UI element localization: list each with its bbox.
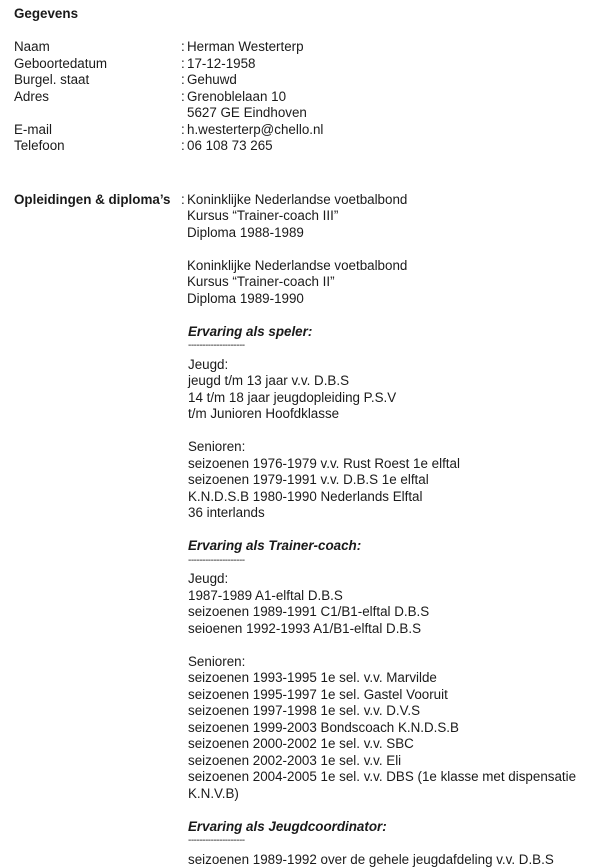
colon-separator: : <box>181 39 187 56</box>
experience-trainer <box>181 538 594 819</box>
experience-line: seizoenen 1999-2003 Bondscoach K.N.D.S.B <box>188 720 594 737</box>
player-senior <box>188 439 594 522</box>
experience-line: Jeugd: <box>188 357 594 374</box>
colon-separator: : <box>181 89 187 106</box>
detail-value: Gehuwd <box>187 72 237 87</box>
experience-line: seizoenen 2000-2002 1e sel. v.v. SBC <box>188 736 594 753</box>
detail-value-row <box>181 39 594 56</box>
experience-line: seizoenen 2002-2003 1e sel. v.v. Eli <box>188 753 594 770</box>
detail-label: Adres <box>14 89 181 106</box>
detail-value: Grenoblelaan 10 <box>187 89 286 104</box>
detail-label: E-mail <box>14 122 181 139</box>
diploma-line <box>181 291 594 308</box>
spacer <box>188 637 594 654</box>
spacer <box>14 171 594 188</box>
experience-line: Jeugd: <box>188 571 594 588</box>
trainer-youth <box>188 571 594 637</box>
separator: -------------------- <box>188 835 594 852</box>
detail-value: Herman Westerterp <box>187 39 304 54</box>
colon-separator: : <box>181 122 187 139</box>
separator: -------------------- <box>188 555 594 572</box>
diploma-line <box>181 225 594 242</box>
diploma-text: Kursus “Trainer-coach II” <box>187 274 335 289</box>
diploma-list <box>181 192 594 324</box>
experience-line: seizoenen 1993-1995 1e sel. v.v. Marvilde <box>188 670 594 687</box>
experience-coordinator-title: Ervaring als Jeugdcoordinator: <box>188 819 594 836</box>
spacer <box>188 522 594 539</box>
education-label: Opleidingen & diploma’s <box>14 192 181 868</box>
experience-line: jeugd t/m 13 jaar v.v. D.B.S <box>188 373 594 390</box>
diploma-line <box>181 208 594 225</box>
experience-coordinator <box>181 819 594 868</box>
experience-line: t/m Junioren Hoofdklasse <box>188 406 594 423</box>
detail-label: Telefoon <box>14 138 181 155</box>
detail-value: 5627 GE Eindhoven <box>187 105 307 120</box>
experience-line: 1987-1989 A1-elftal D.B.S <box>188 588 594 605</box>
detail-value-row <box>181 72 594 89</box>
cv-page <box>14 6 594 868</box>
spacer <box>14 155 594 172</box>
separator: -------------------- <box>188 340 594 357</box>
detail-label <box>14 105 181 122</box>
experience-line: Senioren: <box>188 439 594 456</box>
spacer <box>188 802 594 819</box>
spacer <box>188 423 594 440</box>
education-content <box>181 192 594 868</box>
diploma-line <box>181 258 594 275</box>
detail-value-row <box>181 122 594 139</box>
spacer <box>181 307 594 324</box>
experience-line: seizoenen 1989-1992 over de gehele jeugdafdeling v.v. D.B.S <box>188 852 594 868</box>
experience-line: seizoenen 1995-1997 1e sel. Gastel Vooruit <box>188 687 594 704</box>
experience-trainer-title: Ervaring als Trainer-coach: <box>188 538 594 555</box>
experience-line: seizoenen 2004-2005 1e sel. v.v. DBS (1e klasse met dispensatie K.N.V.B) <box>188 769 588 802</box>
experience-player <box>181 324 594 539</box>
detail-value-row <box>181 105 594 122</box>
experience-line: seizoenen 1997-1998 1e sel. v.v. D.V.S <box>188 703 594 720</box>
education-section <box>14 192 594 868</box>
personal-details <box>14 39 594 155</box>
colon-separator: : <box>181 72 187 89</box>
detail-value: h.westerterp@chello.nl <box>187 122 323 137</box>
diploma-text: Diploma 1988-1989 <box>187 225 304 240</box>
trainer-senior <box>188 654 594 803</box>
detail-label: Burgel. staat <box>14 72 181 89</box>
diploma-line <box>181 274 594 291</box>
diploma-line <box>181 192 594 209</box>
experience-line: 14 t/m 18 jaar jeugdopleiding P.S.V <box>188 390 594 407</box>
detail-label: Geboortedatum <box>14 56 181 73</box>
spacer <box>181 241 594 258</box>
detail-value: 06 108 73 265 <box>187 138 273 153</box>
experience-line: seizoenen 1979-1991 v.v. D.B.S 1e elftal <box>188 472 594 489</box>
diploma-text: Koninklijke Nederlandse voetbalbond <box>187 258 407 273</box>
experience-line: 36 interlands <box>188 505 594 522</box>
experience-line: seizoenen 1989-1991 C1/B1-elftal D.B.S <box>188 604 594 621</box>
coordinator-lines <box>188 852 594 868</box>
experience-line: seioenen 1992-1993 A1/B1-elftal D.B.S <box>188 621 594 638</box>
player-youth <box>188 357 594 423</box>
experience-player-title: Ervaring als speler: <box>188 324 594 341</box>
experience-line: K.N.D.S.B 1980-1990 Nederlands Elftal <box>188 489 594 506</box>
colon-separator: : <box>181 138 187 155</box>
detail-value: 17-12-1958 <box>187 56 256 71</box>
section-heading: Gegevens <box>14 6 594 23</box>
diploma-text: Diploma 1989-1990 <box>187 291 304 306</box>
spacer <box>14 23 594 40</box>
colon-separator: : <box>181 192 187 209</box>
detail-value-row <box>181 89 594 106</box>
diploma-text: Koninklijke Nederlandse voetbalbond <box>187 192 407 207</box>
diploma-text: Kursus “Trainer-coach III” <box>187 208 338 223</box>
experience-line: seizoenen 1976-1979 v.v. Rust Roest 1e elftal <box>188 456 594 473</box>
detail-label: Naam <box>14 39 181 56</box>
detail-value-row <box>181 56 594 73</box>
experience-line: Senioren: <box>188 654 594 671</box>
detail-value-row <box>181 138 594 155</box>
colon-separator: : <box>181 56 187 73</box>
